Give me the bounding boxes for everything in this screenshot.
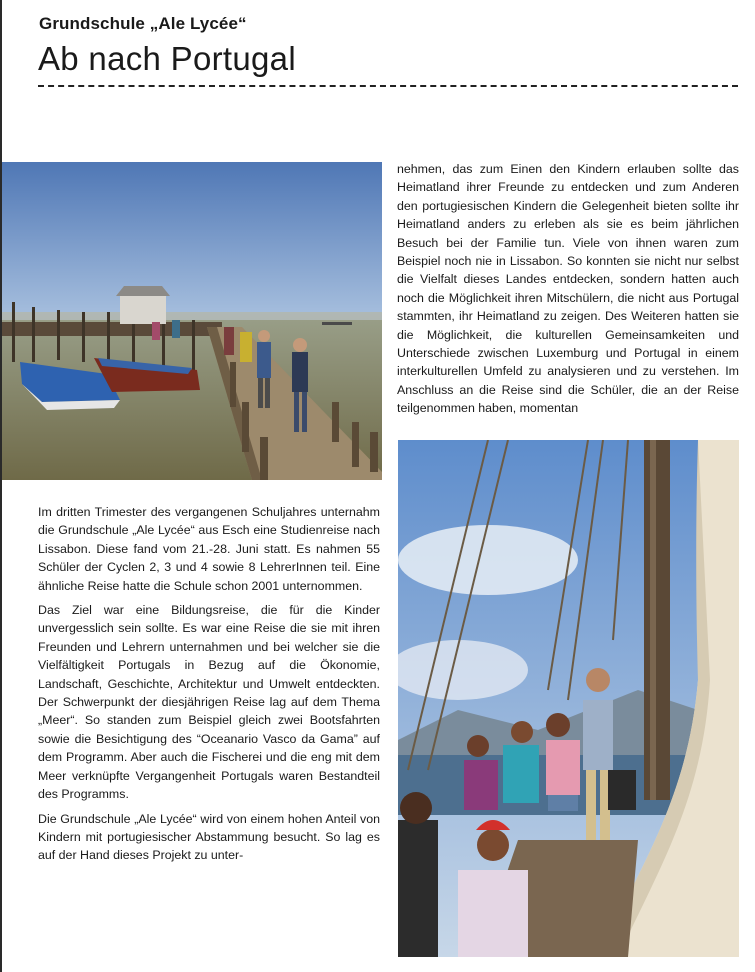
paragraph: nehmen, das zum Einen den Kindern erlauben sollte das Heimatland ihrer Freunde zu entdecken und zum Anderen den portugiesischen Kindern die Gelegenheit bieten sollte ihr Heimatland anders zu erleben als sie es beim jährlichen Besuch bei der Familie tun. Viele von ihnen waren zum Beispiel noch nie in Lissabon. So konnten sie nicht nur selbst die Vielfalt dieses Landes entdecken, sondern hatten auch noch die Möglichkeit ihren Mitschülern, die nicht aus Portugal stammten, ihr Heimatland zu zeigen. Des Weiteren hatten sie die Möglichkeit, die kulturellen Gemeinsamkeiten und Unterschiede zwischen Luxemburg und Portugal in einem interkulturellen Umfeld zu analysieren und zu verstehen. Im Anschluss an die Reise sind die Schüler, die an der Reise teilgenommen haben, momentan <box>397 162 739 416</box>
harbor-photo <box>2 162 382 480</box>
page-margin-rule <box>0 0 2 972</box>
paragraph: Im dritten Trimester des vergangenen Schuljahres unternahm die Grundschule „Ale Lycée“ aus Esch eine Studienreise nach Lissabon. Diese fand vom 21.-28. Juni statt. Es nahmen 55 Schüler der Cyclen 2, 3 und 4 sowie 8 LehrerInnen teil. Eine ähnliche Reise hatte die Schule schon 2001 unternommen. <box>38 505 380 593</box>
ship-deck-photo <box>398 440 739 957</box>
paragraph: Die Grundschule „Ale Lycée“ wird von einem hohen Anteil von Kindern mit portugiesischer Abstammung besucht. So lag es auf der Hand dieses Projekt zu unter- <box>38 811 380 863</box>
page-title: Ab nach Portugal <box>38 40 296 77</box>
paragraph: Das Ziel war eine Bildungsreise, die für die Kinder unvergesslich sein sollte. Es war eine Reise die sie mit ihren Freunden und Lehrern unternahmen und bei welcher sie die Vielfältigkeit Portugals in Bezug auf die Ökonomie, Landschaft, Geschichte, Architektur und Umwelt entdeckten. Der Schwerpunkt der diesjährigen Reise lag auf dem Thema „Meer“. So standen zum Beispiel gleich zwei Bootsfahrten sowie die Besichtigung des “Oceanario Vasco da Gama” auf dem Programm. Aber auch die Fischerei und die eng mit dem Meer verknüpfte Vergangenheit Portugals waren Bestandteil des Programms. <box>38 603 380 802</box>
dashed-divider <box>38 85 738 87</box>
article-kicker: Grundschule „Ale Lycée“ <box>39 14 247 33</box>
article-left-column <box>38 503 380 871</box>
article-right-column <box>397 160 739 418</box>
